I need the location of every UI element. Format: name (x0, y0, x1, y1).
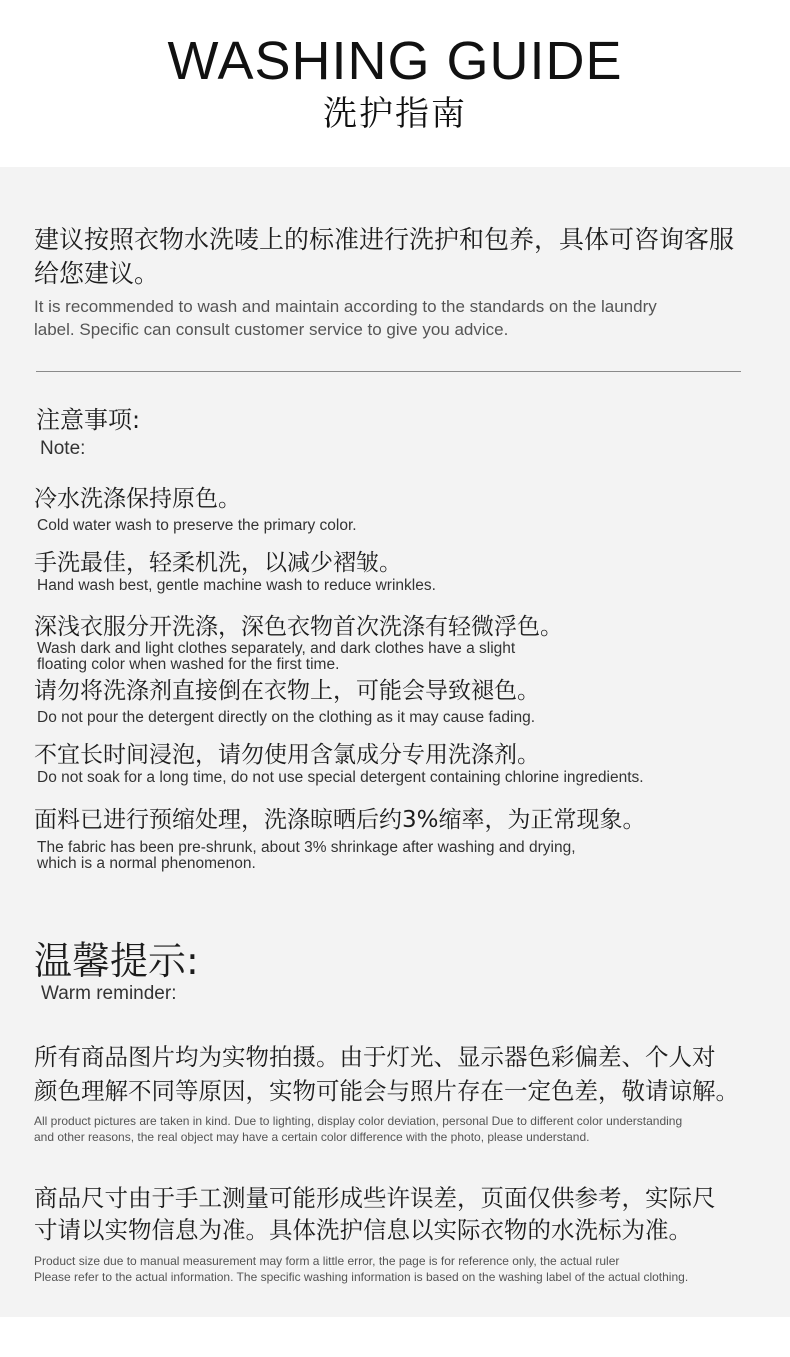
note-heading-zh: 注意事项: (36, 406, 141, 434)
bottom-margin (0, 1317, 790, 1357)
note-item-zh: 深浅衣服分开洗涤，深色衣物首次洗涤有轻微浮色。 (34, 614, 563, 640)
reminder-heading-zh: 温馨提示: (34, 939, 199, 983)
header (0, 0, 790, 167)
note-item-zh: 不宜长时间浸泡，请勿使用含氯成分专用洗涤剂。 (34, 742, 540, 768)
reminder-p2-zh-line-2: 寸请以实物信息为准。具体洗护信息以实际衣物的水洗标为准。 (34, 1216, 692, 1244)
reminder-heading-en: Warm reminder: (41, 983, 177, 1004)
note-item-zh: 冷水洗涤保持原色。 (34, 486, 241, 512)
note-item-en: Cold water wash to preserve the primary color. (37, 517, 357, 534)
note-item-zh: 手洗最佳，轻柔机洗，以减少褶皱。 (34, 550, 402, 576)
page-subtitle-zh: 洗护指南 (323, 94, 467, 134)
note-item-en: Wash dark and light clothes separately, and dark clothes have a slight (37, 640, 516, 657)
note-heading-en: Note: (40, 438, 86, 459)
divider (36, 371, 741, 372)
note-item-en-line-2: floating color when washed for the first time. (37, 656, 340, 673)
reminder-p1-en-line-2: and other reasons, the real object may have a certain color difference with the photo, please understand. (34, 1130, 590, 1144)
reminder-p2-en-line-2: Please refer to the actual information. The specific washing information is based on the washing label of the actual clothing. (34, 1270, 689, 1284)
page-title: WASHING GUIDE (167, 31, 623, 91)
reminder-p2-en-line-1: Product size due to manual measurement may form a little error, the page is for reference only, the actual ruler (34, 1254, 620, 1268)
note-item-en-line-2: which is a normal phenomenon. (37, 855, 256, 872)
note-item-en: Do not pour the detergent directly on the clothing as it may cause fading. (37, 709, 536, 726)
note-item-zh: 请勿将洗涤剂直接倒在衣物上，可能会导致褪色。 (34, 678, 540, 704)
note-item-en: Hand wash best, gentle machine wash to reduce wrinkles. (37, 577, 436, 594)
reminder-p2-zh-line-1: 商品尺寸由于手工测量可能形成些许误差，页面仅供参考，实际尺 (34, 1184, 716, 1212)
reminder-p1-zh-line-1: 所有商品图片均为实物拍摄。由于灯光、显示器色彩偏差、个人对 (34, 1043, 716, 1071)
intro-zh-line-2: 给您建议。 (34, 259, 160, 288)
intro-zh-line-1: 建议按照衣物水洗唛上的标准进行洗护和包养，具体可咨询客服 (34, 225, 735, 254)
intro-en-line-1: It is recommended to wash and maintain according to the standards on the laundry (34, 297, 657, 316)
intro-en-line-2: label. Specific can consult customer service to give you advice. (34, 320, 509, 339)
note-item-en: The fabric has been pre-shrunk, about 3% shrinkage after washing and drying, (37, 839, 576, 856)
note-item-en: Do not soak for a long time, do not use special detergent containing chlorine ingredients. (37, 769, 644, 786)
reminder-p1-en-line-1: All product pictures are taken in kind. Due to lighting, display color deviation, personal Due to different color understanding (34, 1114, 683, 1128)
reminder-p1-zh-line-2: 颜色理解不同等原因，实物可能会与照片存在一定色差，敬请谅解。 (34, 1077, 739, 1105)
note-item-zh: 面料已进行预缩处理，洗涤晾晒后约3%缩率，为正常现象。 (34, 807, 646, 833)
